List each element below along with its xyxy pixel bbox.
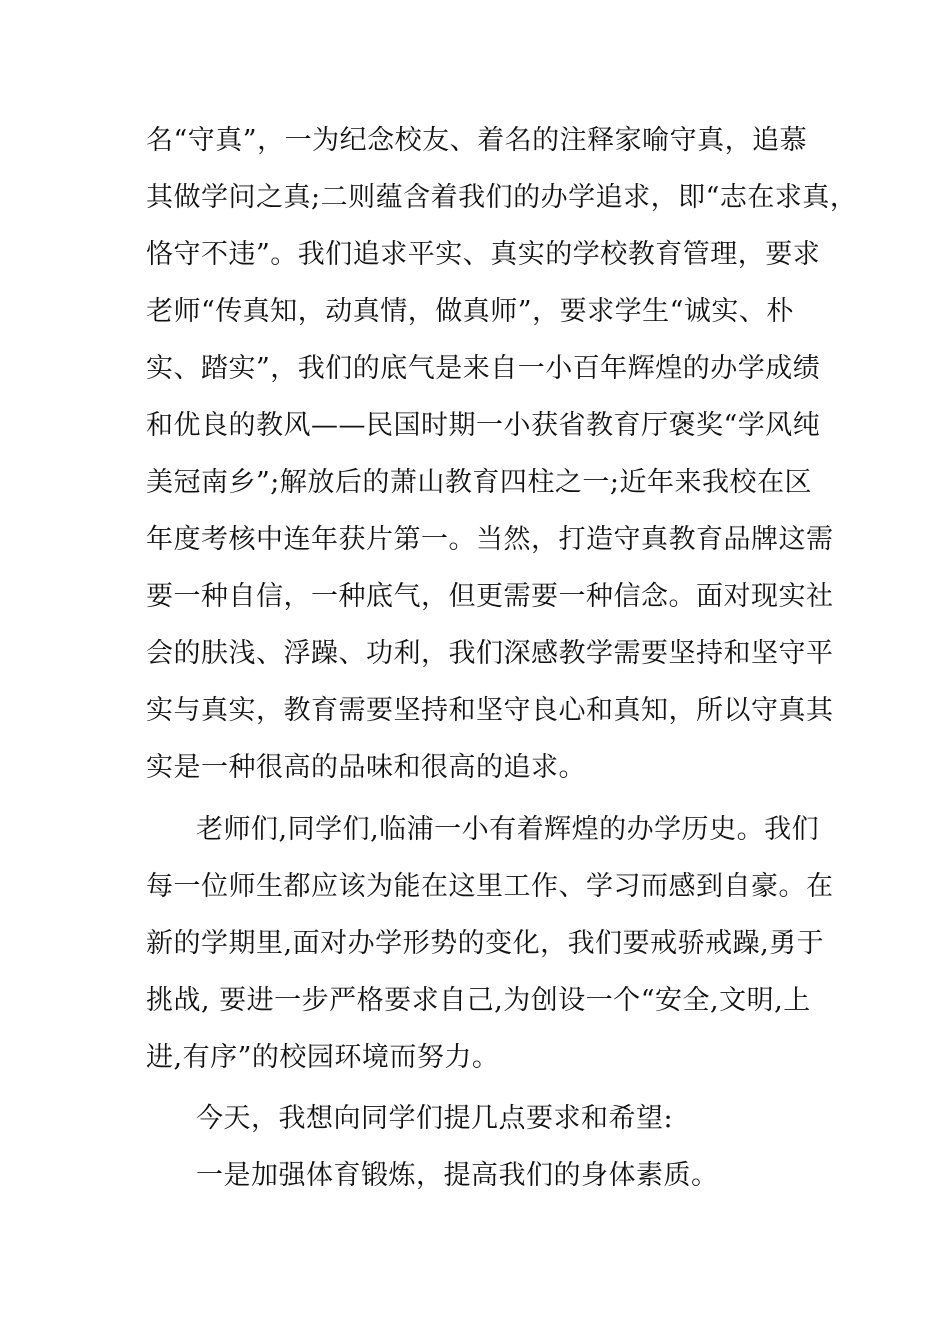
text-line: 实、踏实”，我们的底气是来自一小百年辉煌的办学成绩 [146,353,821,384]
text-line: 恪守不违”。我们追求平实、真实的学校教育管理，要求 [146,239,821,270]
text-line: 美冠南乡”;解放后的萧山教育四柱之一;近年来我校在区 [146,467,812,498]
text-line: 老师“传真知，动真情，做真师”，要求学生“诚实、朴 [146,296,794,327]
text-line: 挑战, 要进一步严格要求自己,为创设一个“安全,文明,上 [146,985,811,1016]
text-line: 实是一种很高的品味和很高的追求。 [146,752,586,783]
text-line: 要一种自信，一种底气，但更需要一种信念。面对现实社 [146,581,834,612]
text-line: 实与真实，教育需要坚持和坚守良心和真知，所以守真其 [146,695,834,726]
paragraph-first-line: 今天，我想向同学们提几点要求和希望: [196,1103,674,1134]
text-line: 新的学期里,面对办学形势的变化，我们要戒骄戒躁,勇于 [146,928,825,959]
text-line: 名“守真”，一为纪念校友、着名的注释家喻守真，追慕 [146,125,808,156]
text-line: 每一位师生都应该为能在这里工作、学习而感到自豪。在 [146,871,834,902]
paragraph-first-line: 老师们,同学们,临浦一小有着辉煌的办学历史。我们 [196,814,820,845]
text-line: 年度考核中连年获片第一。当然，打造守真教育品牌这需 [146,524,834,555]
text-line: 进,有序”的校园环境而努力。 [146,1042,500,1073]
text-line: 会的肤浅、浮躁、功利，我们深感教学需要坚持和坚守平 [146,638,834,669]
text-line: 和优良的教风——民国时期一小获省教育厅褒奖“学风纯 [146,410,821,441]
paragraph-first-line: 一是加强体育锻炼，提高我们的身体素质。 [196,1160,719,1191]
text-line: 其做学问之真;二则蕴含着我们的办学追求，即“志在求真， [146,182,858,213]
